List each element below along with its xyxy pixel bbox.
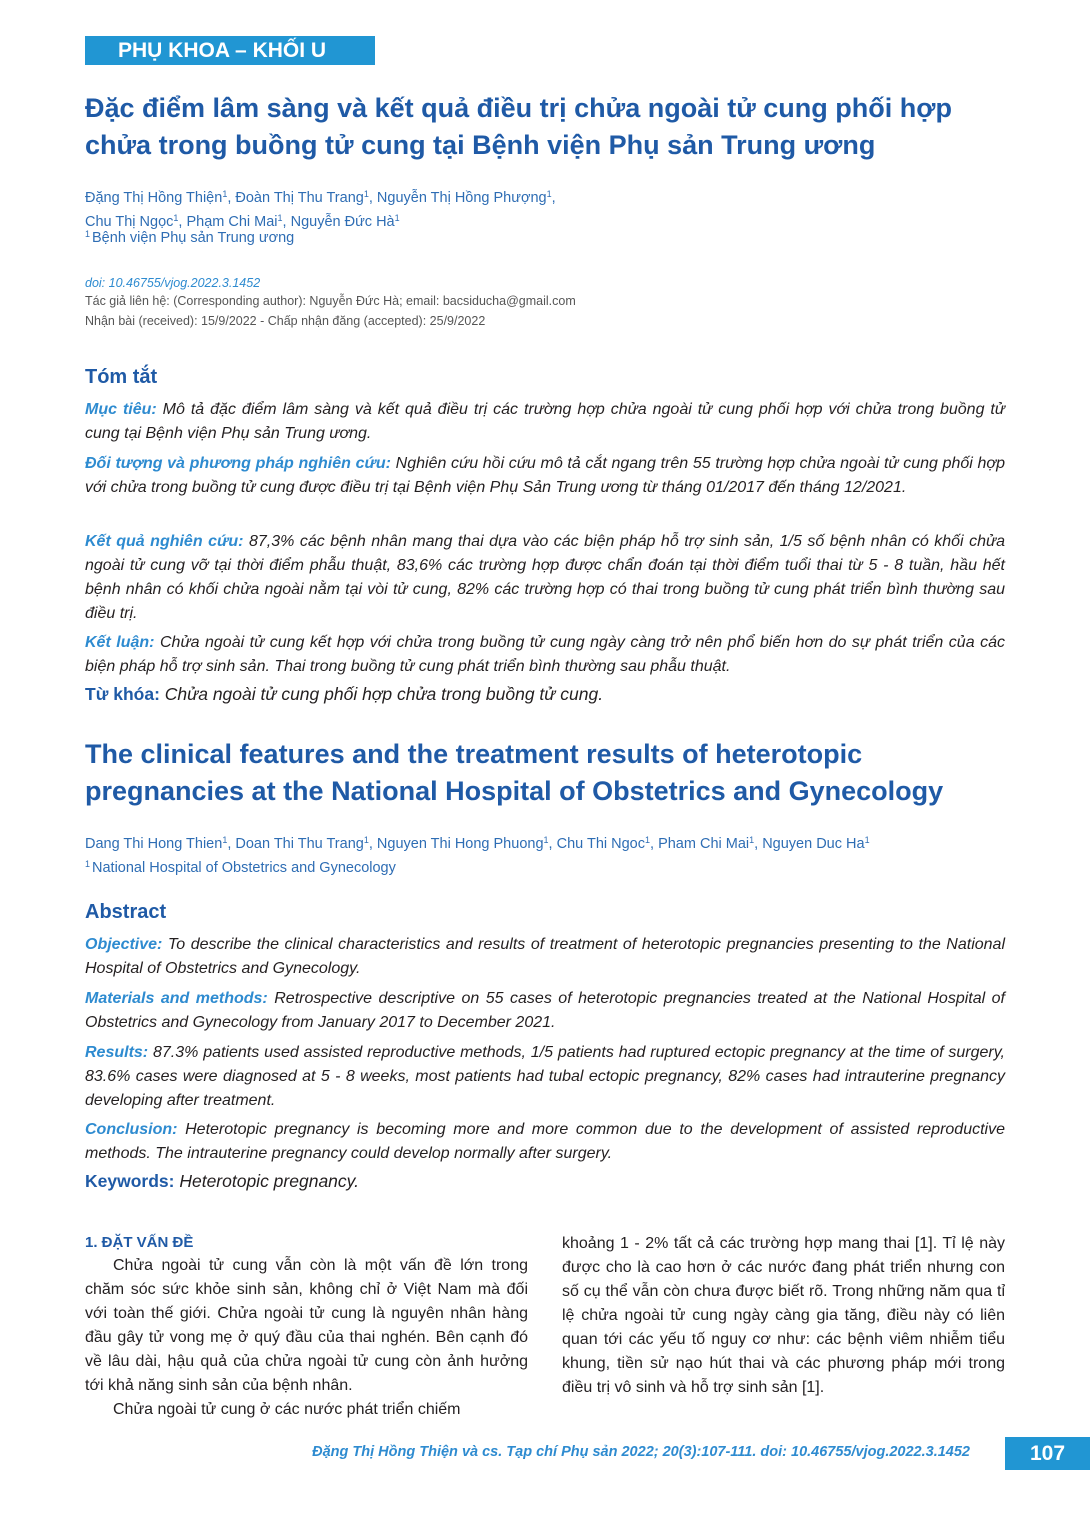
author-sep: , bbox=[178, 214, 187, 230]
abstract-conclusion-text: Heterotopic pregnancy is becoming more and more common due to the development of assisted reproductive methods. The intrauterine pregnancy could develop normally after surgery. bbox=[85, 1121, 1005, 1162]
author-sep: , bbox=[368, 836, 377, 852]
tomtat-conclusion bbox=[85, 631, 1005, 679]
abstract-methods-text: Retrospective descriptive on 55 cases of heterotopic pregnancies treated at the National Hospital of Obstetrics and Gynecology from January 2017 to December 2021. bbox=[85, 990, 1005, 1031]
affiliation-sup: 1 bbox=[85, 859, 91, 869]
author-name: Đoàn Thị Thu Trang bbox=[235, 190, 364, 206]
author-name: Phạm Chi Mai bbox=[186, 214, 278, 230]
author-sup: 1 bbox=[173, 213, 179, 223]
abstract-conclusion bbox=[85, 1118, 1005, 1166]
affiliation-sup: 1 bbox=[85, 229, 91, 239]
author-sup: 1 bbox=[222, 835, 228, 845]
author-sep: , bbox=[650, 836, 659, 852]
abstract-keywords bbox=[85, 1171, 359, 1192]
author-sup: 1 bbox=[749, 835, 755, 845]
abstract-keywords-text: Heterotopic pregnancy. bbox=[174, 1171, 359, 1191]
section-banner: PHỤ KHOA – KHỐI U bbox=[85, 36, 375, 65]
author-sep: , bbox=[227, 190, 236, 206]
author-sup: 1 bbox=[277, 213, 283, 223]
section1-heading: 1. ĐẶT VẤN ĐỀ bbox=[85, 1234, 194, 1251]
tomtat-results bbox=[85, 530, 1005, 626]
author-sup: 1 bbox=[394, 213, 400, 223]
vi-authors bbox=[85, 184, 1015, 232]
tomtat-results-label: Kết quả nghiên cứu: bbox=[85, 533, 244, 550]
author-sup: 1 bbox=[546, 189, 552, 199]
author-sup: 1 bbox=[864, 835, 870, 845]
author-name: Pham Chi Mai bbox=[658, 836, 750, 852]
tomtat-heading: Tóm tắt bbox=[85, 366, 158, 388]
vi-title: Đặc điểm lâm sàng và kết quả điều trị chửa ngoài tử cung phối hợp chửa trong buồng tử cung tại Bệnh viện Phụ sản Trung ương bbox=[85, 93, 952, 160]
affiliation-text: National Hospital of Obstetrics and Gynecology bbox=[92, 860, 396, 876]
article-meta bbox=[85, 274, 576, 330]
tomtat-objective-text: Mô tả đặc điểm lâm sàng và kết quả điều trị các trường hợp chửa ngoài tử cung phối hợp với chửa trong buồng tử cung tại Bệnh viện Phụ sản Trung ương. bbox=[85, 401, 1006, 442]
author-name: Chu Thị Ngọc bbox=[85, 214, 174, 230]
author-sup: 1 bbox=[543, 835, 549, 845]
author-sup: 1 bbox=[644, 835, 650, 845]
abstract-results-label: Results: bbox=[85, 1044, 149, 1061]
tomtat-objective bbox=[85, 398, 1005, 446]
footer-citation: Đặng Thị Hồng Thiện và cs. Tạp chí Phụ sản 2022; 20(3):107-111. doi: 10.46755/vjog.2022.3.1452 bbox=[312, 1444, 970, 1460]
doi-link[interactable]: doi: 10.46755/vjog.2022.3.1452 bbox=[85, 276, 261, 290]
author-sup: 1 bbox=[363, 189, 369, 199]
tomtat-keywords bbox=[85, 684, 603, 705]
en-affiliation bbox=[85, 859, 396, 876]
author-name: Đặng Thị Hồng Thiện bbox=[85, 190, 223, 206]
abstract-objective bbox=[85, 933, 1005, 981]
author-name: Nguyen Duc Ha bbox=[762, 836, 865, 852]
author-sup: 1 bbox=[222, 189, 228, 199]
tomtat-results-text: 87,3% các bệnh nhân mang thai dựa vào các biện pháp hỗ trợ sinh sản, 1/5 số bệnh nhân có khối chửa ngoài tử cung vỡ tại thời điểm phẫu thuật, 83,6% các trường hợp được chẩn đoán tại thời điểm tuổi thai từ 5 - 8 tuần, hầu hết bệnh nhân có khối chửa ngoài nằm tại vòi tử cung, 82% các trường hợp có thai trong buồng tử cung phát triển bình thường sau điều trị. bbox=[85, 533, 1006, 622]
tomtat-methods-text: Nghiên cứu hồi cứu mô tả cắt ngang trên 55 trường hợp chửa ngoài tử cung phối hợp với chửa trong buồng tử cung được điều trị tại Bệnh viện Phụ Sản Trung ương từ tháng 01/2017 đến tháng 12/2021. bbox=[85, 455, 1005, 496]
tomtat-methods bbox=[85, 452, 1005, 500]
author-name: Doan Thi Thu Trang bbox=[235, 836, 364, 852]
page-number: 107 bbox=[1005, 1437, 1090, 1470]
author-sep: , bbox=[368, 190, 377, 206]
body-right-paragraph1: khoảng 1 - 2% tất cả các trường hợp mang thai [1]. Tỉ lệ này được cho là cao hơn ở các nước đang phát triển nhưng con số cụ thể vẫn còn chưa được biết rõ. Trong những năm qua tỉ lệ chửa ngoài tử cung ngày càng gia tăng, điều này có liên quan tới các yếu tố nguy cơ như: các bệnh viêm nhiễm tiểu khung, tiền sử nạo hút thai và các phương pháp mới trong điều trị vô sinh và hỗ trợ sinh sản [1]. bbox=[562, 1235, 1005, 1396]
abstract-conclusion-label: Conclusion: bbox=[85, 1121, 178, 1138]
author-name: Dang Thi Hong Thien bbox=[85, 836, 223, 852]
abstract-methods-label: Materials and methods: bbox=[85, 990, 268, 1007]
tomtat-objective-label: Mục tiêu: bbox=[85, 401, 157, 418]
tomtat-keywords-text: Chửa ngoài tử cung phối hợp chửa trong buồng tử cung. bbox=[159, 684, 604, 704]
abstract-methods bbox=[85, 987, 1005, 1035]
vi-affiliation bbox=[85, 229, 294, 246]
vi-authors-line1 bbox=[85, 184, 1015, 208]
abstract-objective-label: Objective: bbox=[85, 936, 163, 953]
author-sep: , bbox=[551, 190, 556, 206]
author-sep: , bbox=[282, 214, 291, 230]
en-title: The clinical features and the treatment results of heterotopic pregnancies at the National Hospital of Obstetrics and Gynecology bbox=[85, 739, 944, 806]
author-sup: 1 bbox=[363, 835, 369, 845]
body-right-column bbox=[562, 1232, 1005, 1400]
abstract-results-text: 87.3% patients used assisted reproductive methods, 1/5 patients had ruptured ectopic pregnancy at the time of surgery, 83.6% cases were diagnosed at 5 - 8 weeks, most patients had tubal ectopic pregnancy, 82% cases had intrauterine pregnancy developing after treatment. bbox=[85, 1044, 1005, 1109]
author-sep: , bbox=[227, 836, 236, 852]
received-dates: Nhận bài (received): 15/9/2022 - Chấp nhận đăng (accepted): 25/9/2022 bbox=[85, 314, 486, 328]
author-name: Nguyễn Thị Hồng Phượng bbox=[376, 190, 547, 206]
author-name: Nguyễn Đức Hà bbox=[290, 214, 395, 230]
body-left-paragraph1: Chửa ngoài tử cung vẫn còn là một vấn đề lớn trong chăm sóc sức khỏe sinh sản, không chỉ ở Việt Nam mà đối với toàn thế giới. Chửa ngoài tử cung là nguyên nhân hàng đầu gây tử vong mẹ ở quý đầu của thai nghén. Bên cạnh đó về lâu dài, hậu quả của chửa ngoài tử cung còn ảnh hưởng tới khả năng sinh sản của bệnh nhân. bbox=[85, 1257, 528, 1394]
author-name: Chu Thi Ngoc bbox=[556, 836, 645, 852]
abstract-results bbox=[85, 1041, 1005, 1113]
tomtat-conclusion-text: Chửa ngoài tử cung kết hợp với chửa trong buồng tử cung ngày càng trở nên phổ biến hơn do sự phát triển của các biện pháp hỗ trợ sinh sản. Thai trong buồng tử cung phát triển bình thường sau phẫu thuật. bbox=[85, 634, 1005, 675]
tomtat-methods-label: Đối tượng và phương pháp nghiên cứu: bbox=[85, 455, 391, 472]
tomtat-keywords-label: Từ khóa: bbox=[85, 684, 160, 704]
abstract-keywords-label: Keywords: bbox=[85, 1171, 175, 1191]
corresponding-author: Tác giả liên hệ: (Corresponding author): Nguyễn Đức Hà; email: bacsiducha@gmail.com bbox=[85, 294, 576, 308]
affiliation-text: Bệnh viện Phụ sản Trung ương bbox=[92, 230, 295, 246]
abstract-objective-text: To describe the clinical characteristics and results of treatment of heterotopic pregnancies presenting to the National Hospital of Obstetrics and Gynecology. bbox=[85, 936, 1005, 977]
body-left-paragraph2: Chửa ngoài tử cung ở các nước phát triển chiếm bbox=[113, 1401, 461, 1418]
en-authors bbox=[85, 830, 1015, 854]
body-left-column bbox=[85, 1232, 528, 1422]
author-sep: , bbox=[548, 836, 557, 852]
author-sep: , bbox=[754, 836, 763, 852]
tomtat-conclusion-label: Kết luận: bbox=[85, 634, 155, 651]
abstract-heading: Abstract bbox=[85, 901, 167, 923]
author-name: Nguyen Thi Hong Phuong bbox=[376, 836, 544, 852]
